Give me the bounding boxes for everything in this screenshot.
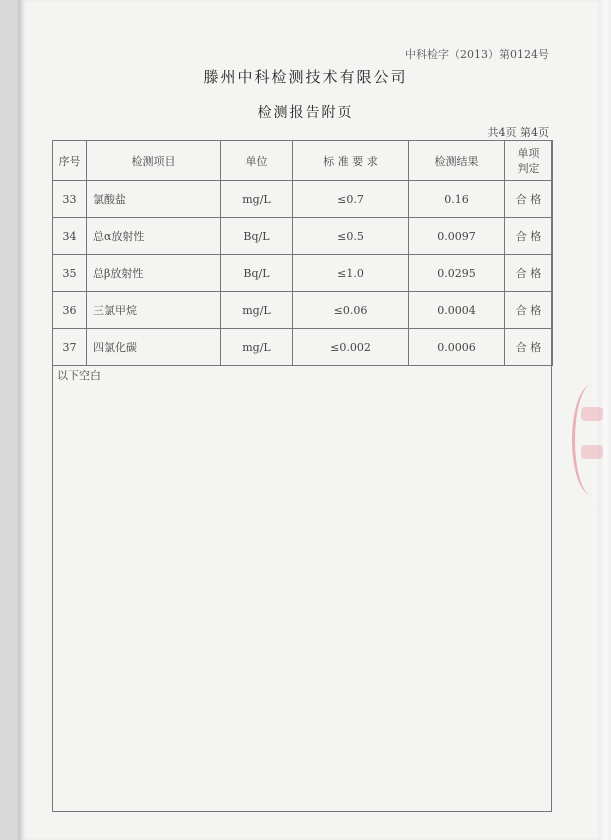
cell-result: 0.0097 xyxy=(409,218,505,255)
cell-standard: ≤0.7 xyxy=(293,181,409,218)
cell-no: 35 xyxy=(53,255,87,292)
cell-item: 氯酸盐 xyxy=(87,181,221,218)
cell-unit: Bq/L xyxy=(221,255,293,292)
cell-judgement: 合 格 xyxy=(505,181,553,218)
cell-standard: ≤0.06 xyxy=(293,292,409,329)
table-row xyxy=(53,218,553,255)
seal-mark xyxy=(581,445,603,459)
table-row xyxy=(53,329,553,366)
page-count: 共4页 第4页 xyxy=(487,126,549,139)
seal-mark xyxy=(581,407,603,421)
column-header-item: 检测项目 xyxy=(87,141,221,181)
cell-judgement: 合 格 xyxy=(505,255,553,292)
cell-no: 36 xyxy=(53,292,87,329)
results-table xyxy=(52,140,553,366)
cell-judgement: 合 格 xyxy=(505,292,553,329)
cell-unit: mg/L xyxy=(221,329,293,366)
cell-standard: ≤0.002 xyxy=(293,329,409,366)
results-table-frame xyxy=(52,140,552,812)
company-name: 滕州中科检测技术有限公司 xyxy=(203,68,408,86)
cell-standard: ≤0.5 xyxy=(293,218,409,255)
cell-result: 0.16 xyxy=(409,181,505,218)
cell-unit: mg/L xyxy=(221,292,293,329)
cell-no: 33 xyxy=(53,181,87,218)
document-number: 中科检字（2013）第0124号 xyxy=(405,48,549,61)
judge-header-line: 判定 xyxy=(517,161,540,175)
cell-no: 34 xyxy=(53,218,87,255)
cell-item: 总β放射性 xyxy=(87,255,221,292)
table-row xyxy=(53,255,553,292)
report-subtitle: 检测报告附页 xyxy=(257,105,354,121)
blank-below-note: 以下空白 xyxy=(57,369,101,382)
cell-judgement: 合 格 xyxy=(505,218,553,255)
column-header-standard: 标 准 要 求 xyxy=(293,141,409,181)
cell-result: 0.0004 xyxy=(409,292,505,329)
column-header-result: 检测结果 xyxy=(409,141,505,181)
cell-item: 总α放射性 xyxy=(87,218,221,255)
cell-unit: mg/L xyxy=(221,181,293,218)
cell-item: 四氯化碳 xyxy=(87,329,221,366)
cell-judgement: 合 格 xyxy=(505,329,553,366)
cell-result: 0.0006 xyxy=(409,329,505,366)
column-header-no: 序号 xyxy=(53,141,87,181)
column-header-judgement xyxy=(505,141,553,181)
cell-result: 0.0295 xyxy=(409,255,505,292)
table-row xyxy=(53,181,553,218)
cell-standard: ≤1.0 xyxy=(293,255,409,292)
table-header-row xyxy=(53,141,553,181)
cell-item: 三氯甲烷 xyxy=(87,292,221,329)
red-seal-stamp xyxy=(572,385,611,495)
judge-header-line: 单项 xyxy=(517,146,540,160)
cell-unit: Bq/L xyxy=(221,218,293,255)
column-header-unit: 单位 xyxy=(221,141,293,181)
table-row xyxy=(53,292,553,329)
cell-no: 37 xyxy=(53,329,87,366)
